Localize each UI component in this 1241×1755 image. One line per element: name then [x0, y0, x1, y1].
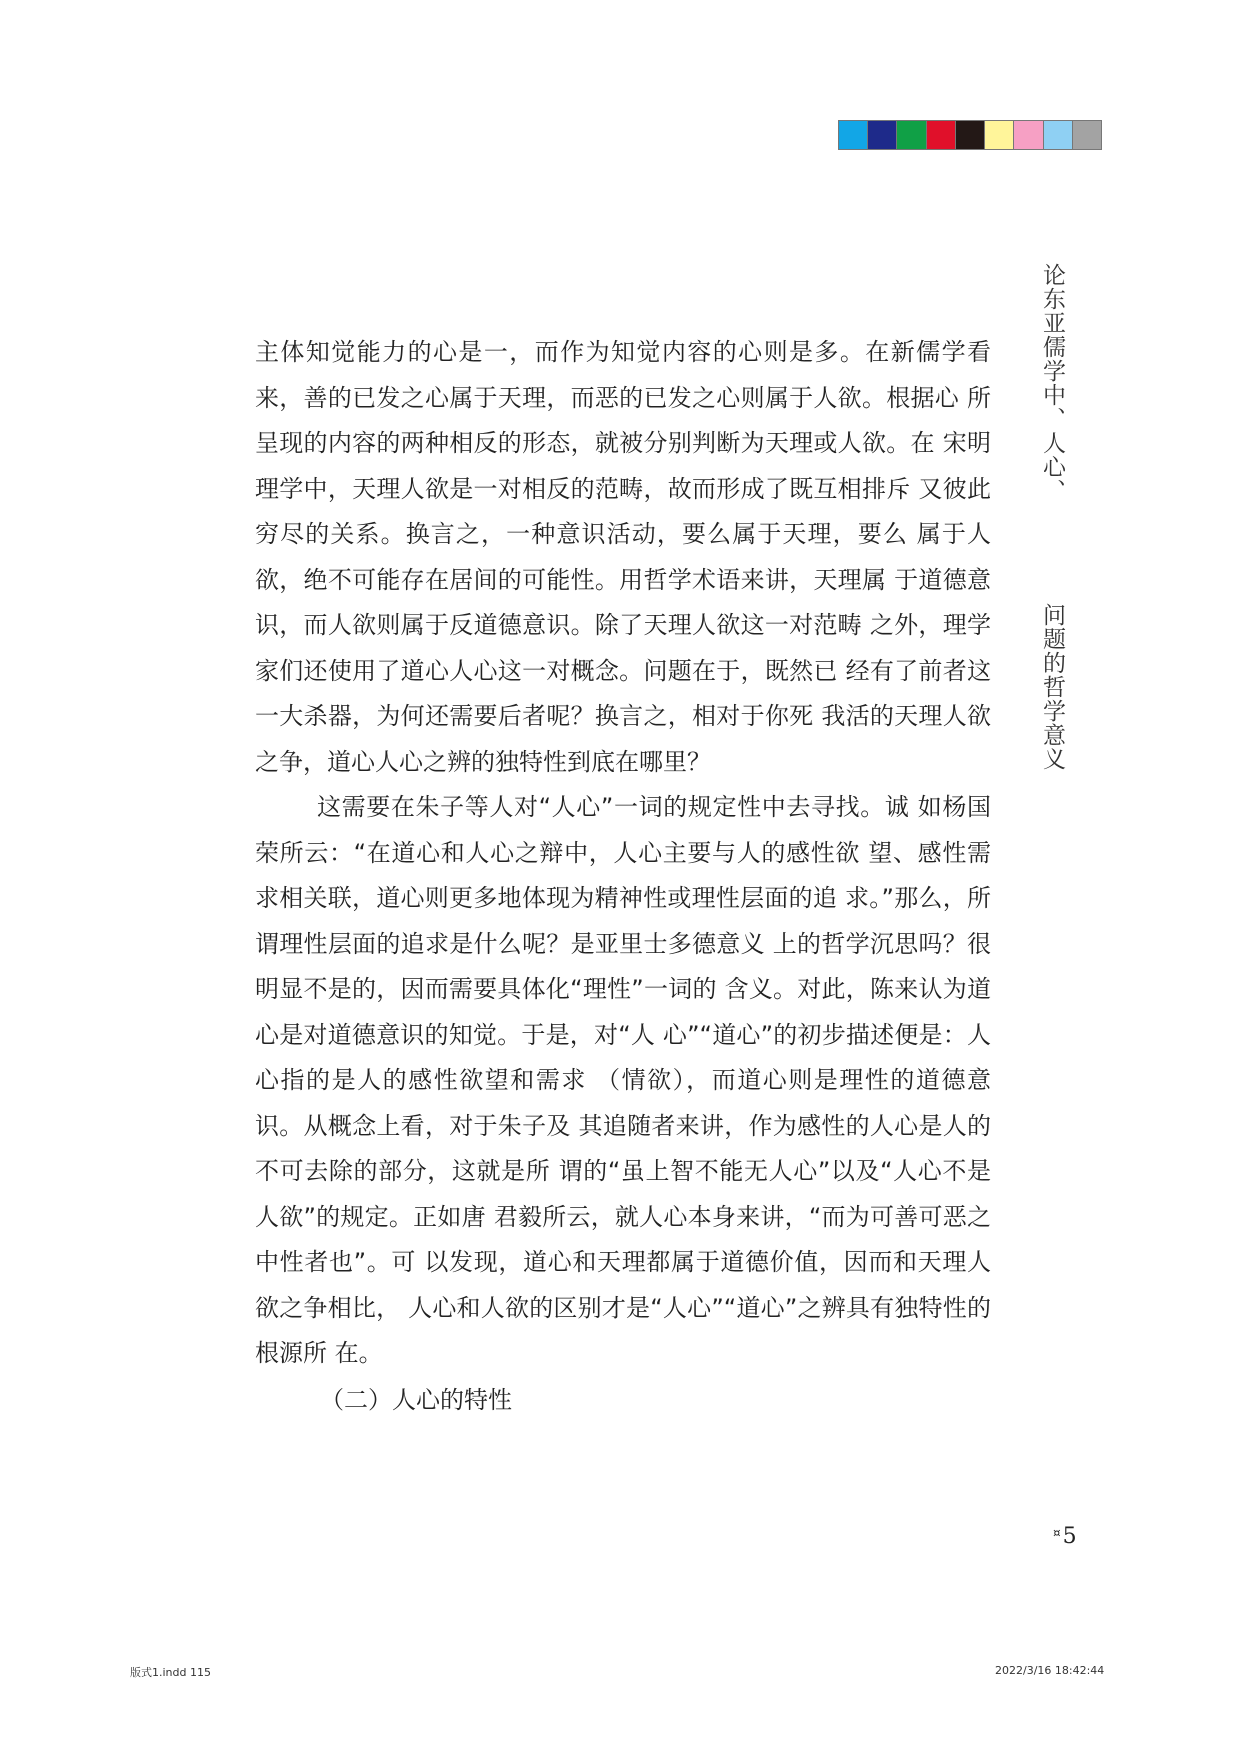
color-swatch [839, 121, 868, 149]
running-head-line-2: 问题的哲学意义 [1039, 603, 1065, 771]
page-number [1053, 1524, 1077, 1549]
page-number-value: 5 [1062, 1524, 1077, 1549]
color-swatch [868, 121, 897, 149]
color-swatch [1073, 121, 1101, 149]
paragraph-2: 这需要在朱子等人对“人心”一词的规定性中去寻找。诚 如杨国荣所云：“在道心和人心之辩中，人心主要与人的感性欲 望、感性需求相关联，道心则更多地体现为精神性或理性层面的追 求。”那么，所谓理性层面的追求是什么呢？是亚里士多德意义 上的哲学沉思吗？很明显不是的，因而需要具体化“理性”一词的 含义。对此，陈来认为道心是对道德意识的知觉。于是，对“人 心”“道心”的初步描述便是：人心指的是人的感性欲望和需求 （情欲），而道心则是理性的道德意识。从概念上看，对于朱子及 其追随者来讲，作为感性的人心是人的不可去除的部分，这就是所 谓的“虽上智不能无人心”以及“人心不是人欲”的规定。正如唐 君毅所云，就人心本身来讲，“而为可善可恶之中性者也”。可 以发现，道心和天理都属于道德价值，因而和天理人欲之争相比， 人心和人欲的区别才是“人心”“道心”之辨具有独特性的根源所 在。 [255, 793, 991, 1367]
running-head-line-1: 论东亚儒学中、人心、 [1039, 263, 1065, 503]
paragraph-1: 主体知觉能力的心是一，而作为知觉内容的心则是多。在新儒学看来，善的已发之心属于天理，而恶的已发之心则属于人欲。根据心 所呈现的内容的两种相反的形态，就被分别判断为天理或人欲。在 宋明理学中，天理人欲是一对相反的范畴，故而形成了既互相排斥 又彼此穷尽的关系。换言之，一种意识活动，要么属于天理，要么 属于人欲，绝不可能存在居间的可能性。用哲学术语来讲，天理属 于道德意识，而人欲则属于反道德意识。除了天理人欲这一对范畴 之外，理学家们还使用了道心人心这一对概念。问题在于，既然已 经有了前者这一大杀器，为何还需要后者呢？换言之，相对于你死 我活的天理人欲之争，道心人心之辨的独特性到底在哪里？ [255, 338, 991, 776]
color-calibration-bar [838, 120, 1102, 150]
page-mark-icon: ¤ [1053, 1526, 1061, 1540]
color-swatch [985, 121, 1014, 149]
section-subheading: （二）人心的特性 [320, 1386, 512, 1414]
footer-timestamp: 2022/3/16 18:42:44 [995, 1664, 1105, 1677]
color-swatch [1014, 121, 1043, 149]
color-swatch [1044, 121, 1073, 149]
color-swatch [927, 121, 956, 149]
color-swatch [956, 121, 985, 149]
body-text [255, 330, 991, 1377]
footer-file-name: 版式1.indd 115 [130, 1666, 211, 1679]
color-swatch [897, 121, 926, 149]
